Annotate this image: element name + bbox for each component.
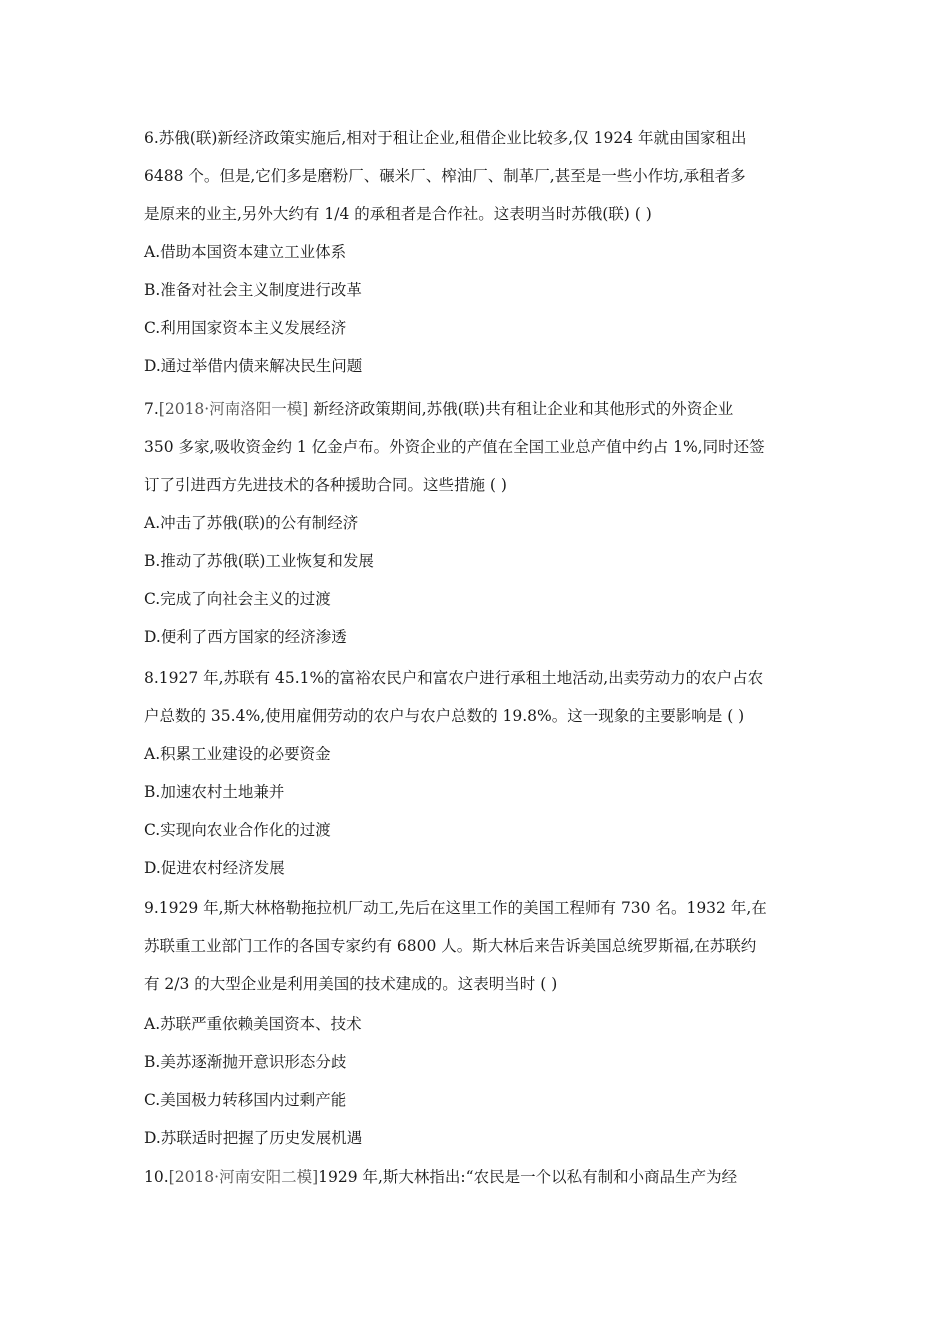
q6-option-a: A.借助本国资本建立工业体系 <box>144 243 347 261</box>
q9-stem-line-1: 9.1929 年,斯大林格勒拖拉机厂动工,先后在这里工作的美国工程师有 730 名。1932 年,在 <box>144 899 767 917</box>
q10-number: 10. <box>144 1168 169 1186</box>
q7-option-d: D.便利了西方国家的经济渗透 <box>144 628 347 646</box>
q6-stem-line-1: 6.苏俄(联)新经济政策实施后,相对于租让企业,租借企业比较多,仅 1924 年就由国家租出 <box>144 129 747 147</box>
q9-option-d: D.苏联适时把握了历史发展机遇 <box>144 1129 363 1147</box>
q7-option-c: C.完成了向社会主义的过渡 <box>144 590 331 608</box>
q6-option-c: C.利用国家资本主义发展经济 <box>144 319 347 337</box>
q7-stem-line-2: 350 多家,吸收资金约 1 亿金卢布。外资企业的产值在全国工业总产值中约占 1%,同时还签 <box>144 438 765 456</box>
q10-stem-line-1 <box>144 1167 737 1187</box>
q9-option-b: B.美苏逐渐抛开意识形态分歧 <box>144 1053 347 1071</box>
q7-stem-line-3: 订了引进西方先进技术的各种援助合同。这些措施 ( ) <box>144 476 507 494</box>
q9-option-c: C.美国极力转移国内过剩产能 <box>144 1091 347 1109</box>
q8-option-c: C.实现向农业合作化的过渡 <box>144 821 331 839</box>
q8-option-d: D.促进农村经济发展 <box>144 859 285 877</box>
q8-stem-line-2: 户总数的 35.4%,使用雇佣劳动的农户与农户总数的 19.8%。这一现象的主要影响是 ( ) <box>144 707 745 725</box>
q9-option-a: A.苏联严重依赖美国资本、技术 <box>144 1015 362 1033</box>
q7-option-b: B.推动了苏俄(联)工业恢复和发展 <box>144 552 374 570</box>
q7-number: 7. <box>144 400 159 418</box>
q9-stem-line-2: 苏联重工业部门工作的各国专家约有 6800 人。斯大林后来告诉美国总统罗斯福,在苏联约 <box>144 937 757 955</box>
q7-source-tag: [2018·河南洛阳一模] <box>158 400 309 418</box>
q6-option-d: D.通过举借内债来解决民生问题 <box>144 357 363 375</box>
q8-option-b: B.加速农村土地兼并 <box>144 783 285 801</box>
q10-source-tag: [2018·河南安阳二模] <box>168 1168 319 1186</box>
q8-stem-line-1: 8.1927 年,苏联有 45.1%的富裕农民户和富农户进行承租土地活动,出卖劳动力的农户占农 <box>144 669 764 687</box>
q7-option-a: A.冲击了苏俄(联)的公有制经济 <box>144 514 359 532</box>
q6-stem-line-2: 6488 个。但是,它们多是磨粉厂、碾米厂、榨油厂、制革厂,甚至是一些小作坊,承租者多 <box>144 167 746 185</box>
q10-stem-first-rest: 1929 年,斯大林指出:“农民是一个以私有制和小商品生产为经 <box>318 1168 738 1186</box>
q6-option-b: B.准备对社会主义制度进行改革 <box>144 281 362 299</box>
q6-stem-line-3: 是原来的业主,另外大约有 1/4 的承租者是合作社。这表明当时苏俄(联) ( ) <box>144 205 652 223</box>
q8-option-a: A.积累工业建设的必要资金 <box>144 745 331 763</box>
q7-stem-line-1 <box>144 399 733 419</box>
q7-stem-first-rest: 新经济政策期间,苏俄(联)共有租让企业和其他形式的外资企业 <box>308 400 734 418</box>
q9-stem-line-3: 有 2/3 的大型企业是利用美国的技术建成的。这表明当时 ( ) <box>144 975 558 993</box>
